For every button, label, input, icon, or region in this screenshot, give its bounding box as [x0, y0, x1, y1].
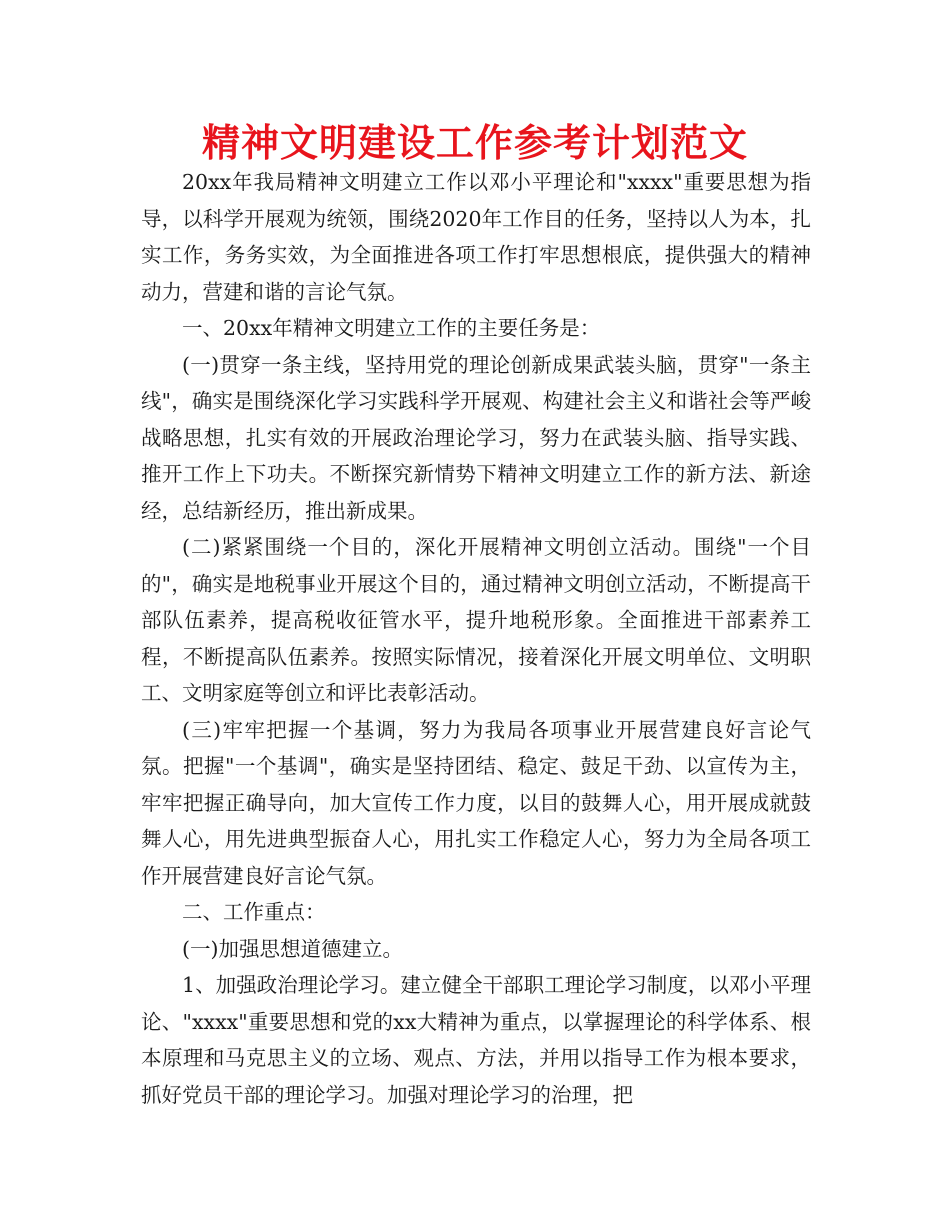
paragraph-point-1: 1、加强政治理论学习。建立健全干部职工理论学习制度，以邓小平理论、"xxxx"重要思想和党的xx大精神为重点，以掌握理论的科学体系、根本原理和马克思主义的立场、观点、方法，并用以指导工作为根本要求，抓好党员干部的理论学习。加强对理论学习的治理，把	[141, 973, 811, 1107]
paragraph-item-3: (三)牢牢把握一个基调，努力为我局各项事业开展营建良好言论气氛。把握"一个基调"，确实是坚持团结、稳定、鼓足干劲、以宣传为主，牢牢把握正确导向，加大宣传工作力度，以目的鼓舞人心，用开展成就鼓舞人心，用先进典型振奋人心，用扎实工作稳定人心，努力为全局各项工作开展营建良好言论气氛。	[141, 717, 811, 888]
paragraph-item-1: (一)贯穿一条主线，坚持用党的理论创新成果武装头脑，贯穿"一条主线"，确实是围绕深化学习实践科学开展观、构建社会主义和谐社会等严峻战略思想，扎实有效的开展政治理论学习，努力在武装头脑、指导实践、推开工作上下功夫。不断探究新情势下精神文明建立工作的新方法、新途经，总结新经历，推出新成果。	[141, 352, 811, 523]
document-body	[141, 164, 811, 1113]
paragraph-item-2: (二)紧紧围绕一个目的，深化开展精神文明创立活动。围绕"一个目的"，确实是地税事业开展这个目的，通过精神文明创立活动，不断提高干部队伍素养，提高税收征管水平，提升地税形象。全面推进干部素养工程，不断提高队伍素养。按照实际情况，接着深化开展文明单位、文明职工、文明家庭等创立和评比表彰活动。	[141, 535, 811, 705]
paragraph-subheading-1: (一)加强思想道德建立。	[182, 936, 403, 961]
paragraph-section-1-heading: 一、20xx年精神文明建立工作的主要任务是：	[182, 316, 601, 340]
document-title: 精神文明建设工作参考计划范文	[201, 121, 748, 165]
paragraph-intro: 20xx年我局精神文明建立工作以邓小平理论和"xxxx"重要思想为指导，以科学开展观为统领，围绕2020年工作目的任务，坚持以人为本，扎实工作，务务实效，为全面推进各项工作打牢思想根底，提供强大的精神动力，营建和谐的言论气氛。	[141, 170, 811, 304]
paragraph-section-2-heading: 二、工作重点：	[182, 900, 326, 924]
